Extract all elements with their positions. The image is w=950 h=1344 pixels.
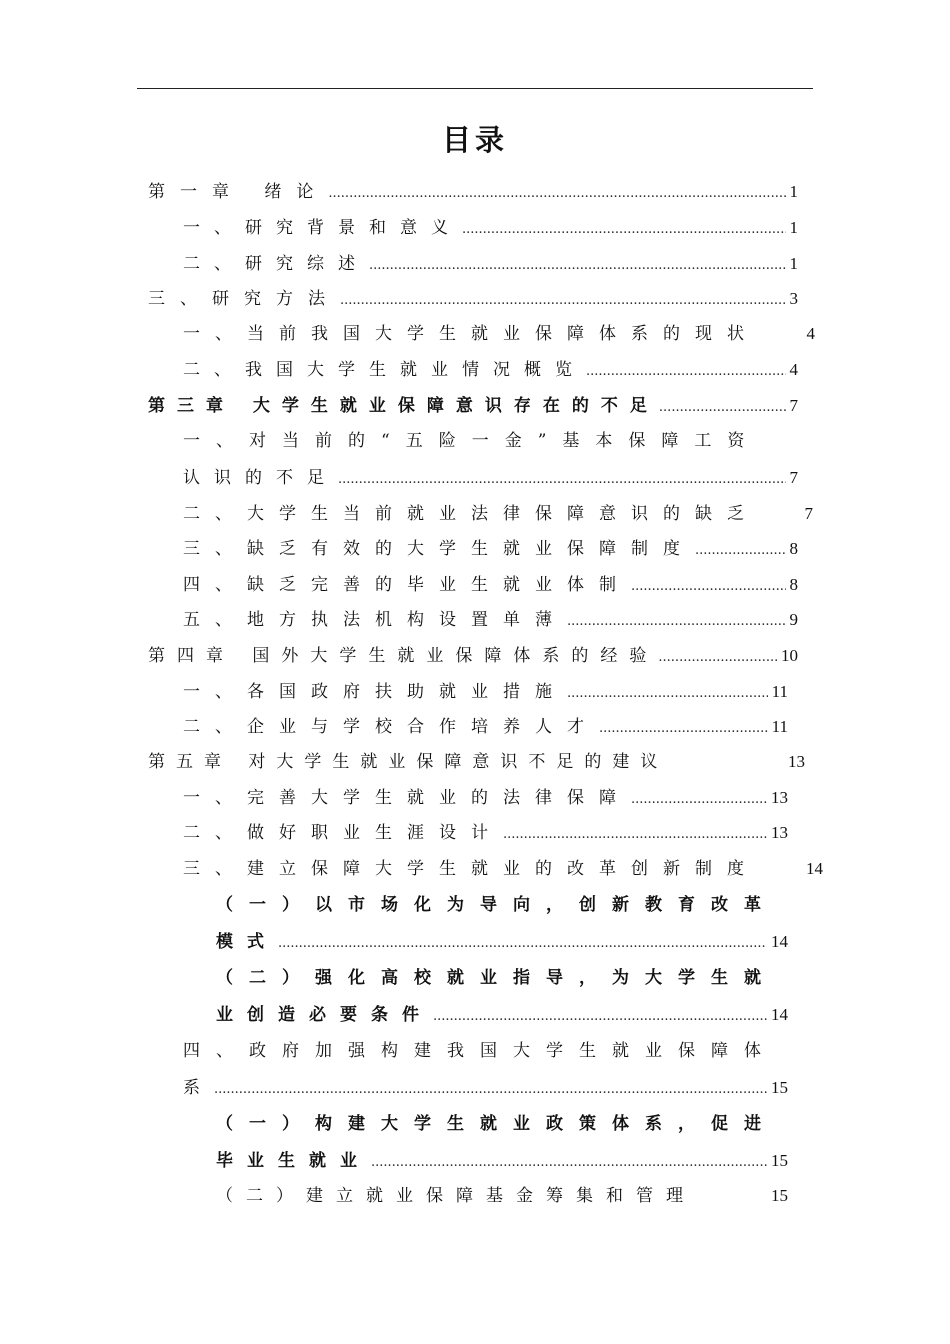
- toc-entry-label: 一、完善大学生就业的法律保障: [183, 788, 631, 808]
- dot-leader: [369, 255, 786, 277]
- toc-entry[interactable]: [183, 609, 798, 633]
- dot-leader: [586, 361, 786, 383]
- toc-entry[interactable]: [183, 1077, 788, 1101]
- toc-entry-label: 二、我国大学生就业情况概览: [183, 360, 586, 380]
- toc-entry-label: （一）以市场化为导向，创新教育改革: [216, 895, 777, 915]
- dot-leader: [371, 1152, 767, 1174]
- dot-leader: [695, 540, 786, 562]
- toc-entry-label: 三、建立保障大学生就业的改革创新制度: [183, 859, 759, 879]
- toc-entry-page: 11: [771, 717, 788, 736]
- toc-entry[interactable]: [148, 645, 798, 669]
- toc-entry[interactable]: [183, 574, 798, 598]
- toc-entry[interactable]: [183, 538, 798, 562]
- toc-entry[interactable]: [216, 1185, 788, 1207]
- toc-entry[interactable]: [216, 967, 796, 989]
- dot-leader: [567, 611, 786, 633]
- toc-entry-label: （二）建立就业保障基金筹集和管理: [216, 1186, 696, 1206]
- toc-entry-label: 第三章 大学生就业保障意识存在的不足: [148, 396, 659, 416]
- toc-entry-page: 14: [806, 859, 823, 878]
- toc-entry-label: 二、大学生当前就业法律保障意识的缺乏: [183, 504, 759, 524]
- toc-entry-label: 四、政府加强构建我国大学生就业保障体: [183, 1041, 777, 1061]
- toc-entry[interactable]: [148, 751, 805, 773]
- toc-entry[interactable]: [216, 1150, 788, 1174]
- toc-entry-label: 系: [183, 1078, 214, 1098]
- toc-entry-label: 四、缺乏完善的毕业生就业体制: [183, 575, 631, 595]
- toc-entry-label: 三、研究方法: [148, 289, 340, 309]
- toc-entry[interactable]: [183, 467, 798, 491]
- toc-entry-page: 8: [789, 539, 798, 558]
- toc-entry-page: 15: [771, 1078, 788, 1097]
- toc-entry[interactable]: [183, 858, 823, 880]
- dot-leader: [340, 290, 786, 312]
- toc-entry-page: 1: [789, 182, 798, 201]
- toc-entry-label: 二、做好职业生涯设计: [183, 823, 503, 843]
- dot-leader: [462, 219, 786, 241]
- toc-entry[interactable]: [183, 1040, 798, 1062]
- toc-entry[interactable]: [183, 253, 798, 277]
- toc-entry[interactable]: [216, 931, 788, 955]
- toc-entry-label: 三、缺乏有效的大学生就业保障制度: [183, 539, 695, 559]
- dot-leader: [328, 183, 785, 205]
- toc-entry-label: 第一章 绪论: [148, 182, 329, 202]
- toc-entry-page: 8: [789, 575, 798, 594]
- toc-entry-page: 13: [771, 788, 788, 807]
- toc-entry-label: 一、各国政府扶助就业措施: [183, 682, 567, 702]
- dot-leader: [659, 397, 786, 419]
- toc-entry-page: 7: [804, 504, 813, 523]
- toc-entry-page: 11: [771, 682, 788, 701]
- toc-title: 目录: [441, 123, 508, 157]
- toc-entry-label: （二）强化高校就业指导，为大学生就: [216, 968, 777, 988]
- dot-leader: [599, 718, 768, 740]
- toc-entry[interactable]: [148, 395, 798, 419]
- toc-entry-page: 1: [789, 218, 798, 237]
- toc-entry-page: 15: [771, 1151, 788, 1170]
- toc-entry-page: 3: [789, 289, 798, 308]
- toc-entry-label: 一、研究背景和意义: [183, 218, 462, 238]
- dot-leader: [214, 1079, 767, 1101]
- dot-leader: [503, 824, 767, 846]
- toc-entry[interactable]: [183, 787, 788, 811]
- toc-entry-page: 14: [771, 932, 788, 951]
- toc-entry-label: 二、企业与学校合作培养人才: [183, 717, 599, 737]
- toc-entry-label: 一、对当前的“五险一金”基本保障工资: [183, 431, 761, 451]
- dot-leader: [433, 1006, 767, 1028]
- toc-entry-page: 14: [771, 1005, 788, 1024]
- toc-entry[interactable]: [216, 894, 796, 916]
- toc-entry-label: 第五章 对大学生就业保障意识不足的建议: [148, 752, 669, 772]
- toc-entry-page: 7: [789, 468, 798, 487]
- toc-entry[interactable]: [183, 681, 788, 705]
- toc-entry[interactable]: [148, 181, 798, 205]
- toc-entry-page: 13: [771, 823, 788, 842]
- toc-entry[interactable]: [183, 716, 788, 740]
- toc-entry[interactable]: [183, 217, 798, 241]
- toc-entry[interactable]: [183, 822, 788, 846]
- toc-entry-label: 模式: [216, 932, 278, 952]
- toc-entry-label: 毕业生就业: [216, 1151, 371, 1171]
- toc-entry-label: 认识的不足: [183, 468, 338, 488]
- toc-entry[interactable]: [148, 288, 798, 312]
- toc-entry-page: 10: [781, 646, 798, 665]
- toc-entry-page: 7: [789, 396, 798, 415]
- toc-entry-page: 4: [789, 360, 798, 379]
- toc-entry-label: 二、研究综述: [183, 254, 369, 274]
- toc-entry[interactable]: [216, 1004, 788, 1028]
- toc-entry[interactable]: [183, 430, 798, 452]
- toc-entry[interactable]: [216, 1113, 796, 1135]
- toc-entry[interactable]: [183, 323, 815, 345]
- dot-leader: [278, 933, 767, 955]
- toc-entry-label: （一）构建大学生就业政策体系，促进: [216, 1114, 777, 1134]
- toc-entry-page: 1: [789, 254, 798, 273]
- toc-entry-label: 五、地方执法机构设置单薄: [183, 610, 567, 630]
- toc-entry[interactable]: [183, 359, 798, 383]
- toc-entry[interactable]: [183, 503, 813, 525]
- toc-entry-page: 4: [806, 324, 815, 343]
- dot-leader: [338, 469, 786, 491]
- toc-entry-label: 业创造必要条件: [216, 1005, 433, 1025]
- dot-leader: [631, 576, 786, 598]
- dot-leader: [567, 683, 768, 705]
- toc-entry-page: 15: [771, 1186, 788, 1205]
- dot-leader: [631, 789, 767, 811]
- toc-entry-label: 一、当前我国大学生就业保障体系的现状: [183, 324, 759, 344]
- toc-entry-label: 第四章 国外大学生就业保障体系的经验: [148, 646, 659, 666]
- dot-leader: [658, 647, 777, 669]
- toc-entry-page: 13: [788, 752, 805, 771]
- toc-entry-page: 9: [789, 610, 798, 629]
